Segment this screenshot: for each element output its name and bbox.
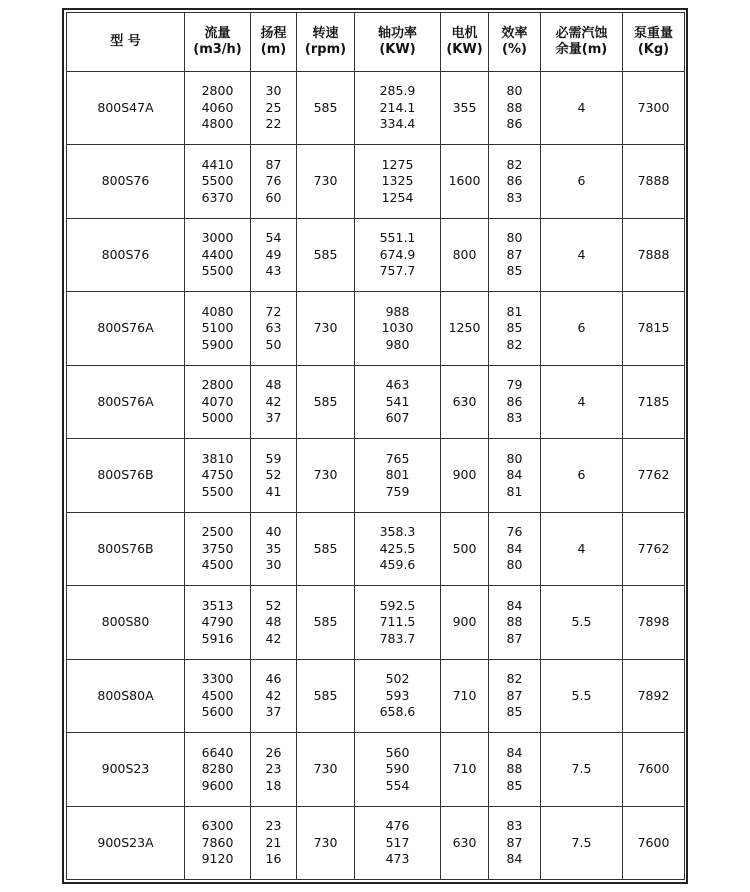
- cell-motor: 500: [441, 512, 489, 585]
- cell-flow-value: 2800: [201, 377, 234, 393]
- table-row: [67, 439, 685, 512]
- cell-shaft-power-value: 551.1: [379, 230, 416, 246]
- cell-efficiency: [489, 292, 541, 365]
- cell-flow-value: 5900: [201, 336, 234, 352]
- cell-speed: 585: [297, 365, 355, 438]
- cell-shaft-power-value: 711.5: [379, 614, 416, 630]
- cell-shaft-power-value: 765: [385, 450, 410, 466]
- cell-head-value: 23: [265, 761, 282, 777]
- cell-npsh: 5.5: [541, 659, 623, 732]
- cell-model: 800S76: [67, 145, 185, 218]
- cell-head-value: 52: [265, 467, 282, 483]
- cell-efficiency-value: 81: [506, 483, 523, 499]
- cell-efficiency-value: 79: [506, 377, 523, 393]
- cell-model: 800S76A: [67, 365, 185, 438]
- cell-efficiency-value: 85: [506, 263, 523, 279]
- cell-head-value: 52: [265, 597, 282, 613]
- cell-flow: [185, 292, 251, 365]
- cell-shaft-power-value: 1254: [381, 189, 414, 205]
- cell-efficiency-value: 83: [506, 189, 523, 205]
- cell-shaft-power-value: 358.3: [379, 524, 416, 540]
- cell-speed: 585: [297, 512, 355, 585]
- cell-head-value: 72: [265, 303, 282, 319]
- cell-flow: [185, 145, 251, 218]
- cell-head-value: 41: [265, 483, 282, 499]
- cell-flow-value: 4790: [201, 614, 234, 630]
- cell-shaft-power: [355, 218, 441, 291]
- cell-head-value: 37: [265, 410, 282, 426]
- header-model: 型 号: [67, 13, 185, 72]
- header-speed: 转速 (rpm): [297, 13, 355, 72]
- cell-head-value: 76: [265, 173, 282, 189]
- cell-shaft-power: [355, 733, 441, 806]
- cell-head: [251, 659, 297, 732]
- cell-flow-value: 4410: [201, 156, 234, 172]
- cell-efficiency: [489, 806, 541, 879]
- cell-efficiency: [489, 512, 541, 585]
- table-row: [67, 72, 685, 145]
- cell-head-value: 87: [265, 156, 282, 172]
- cell-weight: 7892: [623, 659, 685, 732]
- cell-flow: [185, 512, 251, 585]
- cell-motor: 1250: [441, 292, 489, 365]
- cell-shaft-power-value: 541: [385, 393, 410, 409]
- cell-shaft-power: [355, 365, 441, 438]
- cell-head: [251, 806, 297, 879]
- cell-shaft-power-value: 658.6: [379, 704, 416, 720]
- cell-efficiency: [489, 439, 541, 512]
- cell-head-value: 26: [265, 744, 282, 760]
- cell-flow-value: 4500: [201, 687, 234, 703]
- cell-model: 800S80: [67, 586, 185, 659]
- cell-speed: 585: [297, 586, 355, 659]
- header-motor: 电机 (KW): [441, 13, 489, 72]
- cell-head-value: 43: [265, 263, 282, 279]
- cell-head: [251, 365, 297, 438]
- cell-flow-value: 5500: [201, 263, 234, 279]
- header-npsh: 必需汽蚀 余量(m): [541, 13, 623, 72]
- cell-model: 800S76: [67, 218, 185, 291]
- cell-weight: 7815: [623, 292, 685, 365]
- cell-shaft-power-value: 980: [385, 336, 410, 352]
- cell-shaft-power-value: 593: [385, 687, 410, 703]
- cell-shaft-power: [355, 72, 441, 145]
- cell-efficiency-value: 85: [506, 320, 523, 336]
- cell-shaft-power-value: 1275: [381, 156, 414, 172]
- cell-motor: 630: [441, 806, 489, 879]
- cell-flow-value: 7860: [201, 834, 234, 850]
- cell-shaft-power: [355, 439, 441, 512]
- cell-flow: [185, 365, 251, 438]
- cell-head-value: 54: [265, 230, 282, 246]
- cell-head-value: 22: [265, 116, 282, 132]
- cell-flow-value: 2500: [201, 524, 234, 540]
- cell-head-value: 23: [265, 818, 282, 834]
- cell-efficiency: [489, 586, 541, 659]
- cell-shaft-power-value: 214.1: [379, 99, 416, 115]
- cell-flow: [185, 806, 251, 879]
- cell-efficiency-value: 88: [506, 761, 523, 777]
- cell-speed: 730: [297, 733, 355, 806]
- cell-flow-value: 4080: [201, 303, 234, 319]
- cell-head-value: 60: [265, 189, 282, 205]
- cell-flow-value: 6640: [201, 744, 234, 760]
- cell-model: 900S23: [67, 733, 185, 806]
- cell-shaft-power-value: 607: [385, 410, 410, 426]
- cell-flow-value: 5500: [201, 173, 234, 189]
- cell-efficiency-value: 86: [506, 173, 523, 189]
- cell-speed: 730: [297, 806, 355, 879]
- cell-head: [251, 292, 297, 365]
- cell-head-value: 50: [265, 336, 282, 352]
- cell-speed: 730: [297, 439, 355, 512]
- cell-model: 800S76A: [67, 292, 185, 365]
- cell-model: 800S76B: [67, 439, 185, 512]
- cell-shaft-power-value: 459.6: [379, 557, 416, 573]
- cell-speed: 730: [297, 292, 355, 365]
- cell-efficiency-value: 83: [506, 818, 523, 834]
- cell-flow-value: 3000: [201, 230, 234, 246]
- cell-efficiency-value: 85: [506, 704, 523, 720]
- cell-head-value: 48: [265, 377, 282, 393]
- cell-npsh: 6: [541, 145, 623, 218]
- cell-weight: 7888: [623, 218, 685, 291]
- cell-flow-value: 9120: [201, 851, 234, 867]
- cell-motor: 800: [441, 218, 489, 291]
- cell-head: [251, 145, 297, 218]
- cell-motor: 900: [441, 586, 489, 659]
- table-row: [67, 365, 685, 438]
- cell-model: 800S80A: [67, 659, 185, 732]
- header-row: [67, 13, 685, 72]
- table-row: [67, 145, 685, 218]
- cell-head-value: 59: [265, 450, 282, 466]
- cell-flow-value: 3300: [201, 671, 234, 687]
- cell-head-value: 37: [265, 704, 282, 720]
- cell-efficiency: [489, 72, 541, 145]
- cell-weight: 7888: [623, 145, 685, 218]
- cell-efficiency-value: 84: [506, 540, 523, 556]
- cell-flow-value: 5000: [201, 410, 234, 426]
- table-row: [67, 512, 685, 585]
- cell-efficiency-value: 83: [506, 410, 523, 426]
- cell-head-value: 21: [265, 834, 282, 850]
- cell-npsh: 6: [541, 439, 623, 512]
- cell-shaft-power: [355, 512, 441, 585]
- cell-head-value: 30: [265, 83, 282, 99]
- cell-efficiency-value: 86: [506, 393, 523, 409]
- header-head: 扬程 (m): [251, 13, 297, 72]
- cell-flow-value: 5500: [201, 483, 234, 499]
- cell-weight: 7762: [623, 512, 685, 585]
- cell-shaft-power-value: 425.5: [379, 540, 416, 556]
- cell-efficiency-value: 87: [506, 834, 523, 850]
- cell-efficiency-value: 84: [506, 851, 523, 867]
- cell-motor: 900: [441, 439, 489, 512]
- cell-npsh: 7.5: [541, 806, 623, 879]
- table-body: [67, 72, 685, 880]
- cell-head: [251, 72, 297, 145]
- cell-shaft-power-value: 463: [385, 377, 410, 393]
- cell-head-value: 48: [265, 614, 282, 630]
- cell-efficiency: [489, 659, 541, 732]
- cell-head-value: 63: [265, 320, 282, 336]
- cell-weight: 7185: [623, 365, 685, 438]
- cell-shaft-power: [355, 659, 441, 732]
- cell-flow-value: 9600: [201, 777, 234, 793]
- cell-motor: 355: [441, 72, 489, 145]
- cell-shaft-power-value: 592.5: [379, 597, 416, 613]
- cell-flow-value: 4500: [201, 557, 234, 573]
- cell-head-value: 42: [265, 393, 282, 409]
- cell-head-value: 18: [265, 777, 282, 793]
- cell-model: 800S76B: [67, 512, 185, 585]
- cell-efficiency-value: 88: [506, 99, 523, 115]
- cell-efficiency: [489, 733, 541, 806]
- header-shaft-power: 轴功率 (KW): [355, 13, 441, 72]
- cell-motor: 710: [441, 659, 489, 732]
- cell-shaft-power-value: 590: [385, 761, 410, 777]
- cell-model: 800S47A: [67, 72, 185, 145]
- cell-flow: [185, 659, 251, 732]
- header-weight: 泵重量 (Kg): [623, 13, 685, 72]
- cell-speed: 585: [297, 659, 355, 732]
- cell-efficiency-value: 82: [506, 671, 523, 687]
- cell-head-value: 25: [265, 99, 282, 115]
- cell-npsh: 4: [541, 512, 623, 585]
- cell-shaft-power-value: 473: [385, 851, 410, 867]
- cell-motor: 630: [441, 365, 489, 438]
- cell-efficiency-value: 88: [506, 614, 523, 630]
- cell-shaft-power-value: 1030: [381, 320, 414, 336]
- cell-flow-value: 6300: [201, 818, 234, 834]
- table-row: [67, 586, 685, 659]
- cell-efficiency-value: 82: [506, 336, 523, 352]
- cell-shaft-power-value: 502: [385, 671, 410, 687]
- cell-shaft-power-value: 1325: [381, 173, 414, 189]
- cell-shaft-power-value: 759: [385, 483, 410, 499]
- table-row: [67, 733, 685, 806]
- cell-speed: 585: [297, 72, 355, 145]
- cell-head: [251, 733, 297, 806]
- cell-weight: 7300: [623, 72, 685, 145]
- cell-weight: 7762: [623, 439, 685, 512]
- cell-flow-value: 5100: [201, 320, 234, 336]
- cell-shaft-power-value: 476: [385, 818, 410, 834]
- table-row: [67, 806, 685, 879]
- cell-npsh: 4: [541, 218, 623, 291]
- cell-weight: 7898: [623, 586, 685, 659]
- cell-shaft-power: [355, 145, 441, 218]
- cell-shaft-power-value: 560: [385, 744, 410, 760]
- cell-efficiency-value: 85: [506, 777, 523, 793]
- cell-head: [251, 218, 297, 291]
- cell-shaft-power-value: 674.9: [379, 246, 416, 262]
- cell-flow: [185, 439, 251, 512]
- cell-npsh: 5.5: [541, 586, 623, 659]
- table-row: [67, 659, 685, 732]
- cell-efficiency-value: 80: [506, 450, 523, 466]
- cell-flow-value: 4060: [201, 99, 234, 115]
- cell-head: [251, 512, 297, 585]
- cell-flow: [185, 218, 251, 291]
- cell-efficiency-value: 84: [506, 597, 523, 613]
- cell-efficiency-value: 87: [506, 630, 523, 646]
- cell-head-value: 16: [265, 851, 282, 867]
- cell-head-value: 46: [265, 671, 282, 687]
- cell-efficiency-value: 80: [506, 230, 523, 246]
- cell-efficiency: [489, 145, 541, 218]
- cell-flow-value: 3513: [201, 597, 234, 613]
- cell-efficiency-value: 86: [506, 116, 523, 132]
- cell-flow-value: 6370: [201, 189, 234, 205]
- cell-weight: 7600: [623, 806, 685, 879]
- cell-flow-value: 5600: [201, 704, 234, 720]
- cell-shaft-power: [355, 292, 441, 365]
- cell-speed: 585: [297, 218, 355, 291]
- cell-weight: 7600: [623, 733, 685, 806]
- cell-head-value: 40: [265, 524, 282, 540]
- cell-flow-value: 8280: [201, 761, 234, 777]
- cell-flow-value: 5916: [201, 630, 234, 646]
- cell-shaft-power-value: 757.7: [379, 263, 416, 279]
- cell-efficiency-value: 82: [506, 156, 523, 172]
- cell-head-value: 35: [265, 540, 282, 556]
- cell-flow-value: 4800: [201, 116, 234, 132]
- cell-head-value: 49: [265, 246, 282, 262]
- pump-spec-table: [66, 12, 685, 880]
- cell-motor: 1600: [441, 145, 489, 218]
- cell-shaft-power-value: 554: [385, 777, 410, 793]
- cell-efficiency: [489, 218, 541, 291]
- table-row: [67, 218, 685, 291]
- cell-flow: [185, 72, 251, 145]
- cell-efficiency-value: 80: [506, 557, 523, 573]
- cell-flow-value: 4400: [201, 246, 234, 262]
- cell-npsh: 4: [541, 365, 623, 438]
- cell-shaft-power-value: 783.7: [379, 630, 416, 646]
- cell-efficiency-value: 80: [506, 83, 523, 99]
- cell-shaft-power-value: 517: [385, 834, 410, 850]
- cell-shaft-power: [355, 586, 441, 659]
- cell-efficiency-value: 87: [506, 687, 523, 703]
- cell-efficiency-value: 81: [506, 303, 523, 319]
- table-row: [67, 292, 685, 365]
- cell-flow-value: 4070: [201, 393, 234, 409]
- cell-head: [251, 439, 297, 512]
- cell-shaft-power-value: 334.4: [379, 116, 416, 132]
- cell-flow: [185, 586, 251, 659]
- cell-flow-value: 2800: [201, 83, 234, 99]
- header-efficiency: 效率 (%): [489, 13, 541, 72]
- cell-npsh: 4: [541, 72, 623, 145]
- cell-efficiency-value: 84: [506, 467, 523, 483]
- cell-shaft-power-value: 285.9: [379, 83, 416, 99]
- cell-flow-value: 3810: [201, 450, 234, 466]
- cell-flow-value: 3750: [201, 540, 234, 556]
- cell-efficiency-value: 76: [506, 524, 523, 540]
- cell-head-value: 30: [265, 557, 282, 573]
- cell-head-value: 42: [265, 630, 282, 646]
- cell-flow-value: 4750: [201, 467, 234, 483]
- cell-speed: 730: [297, 145, 355, 218]
- cell-efficiency-value: 84: [506, 744, 523, 760]
- cell-model: 900S23A: [67, 806, 185, 879]
- cell-shaft-power: [355, 806, 441, 879]
- cell-motor: 710: [441, 733, 489, 806]
- header-flow: 流量 (m3/h): [185, 13, 251, 72]
- cell-npsh: 7.5: [541, 733, 623, 806]
- cell-efficiency: [489, 365, 541, 438]
- cell-shaft-power-value: 988: [385, 303, 410, 319]
- cell-head: [251, 586, 297, 659]
- cell-efficiency-value: 87: [506, 246, 523, 262]
- cell-head-value: 42: [265, 687, 282, 703]
- cell-shaft-power-value: 801: [385, 467, 410, 483]
- cell-npsh: 6: [541, 292, 623, 365]
- cell-flow: [185, 733, 251, 806]
